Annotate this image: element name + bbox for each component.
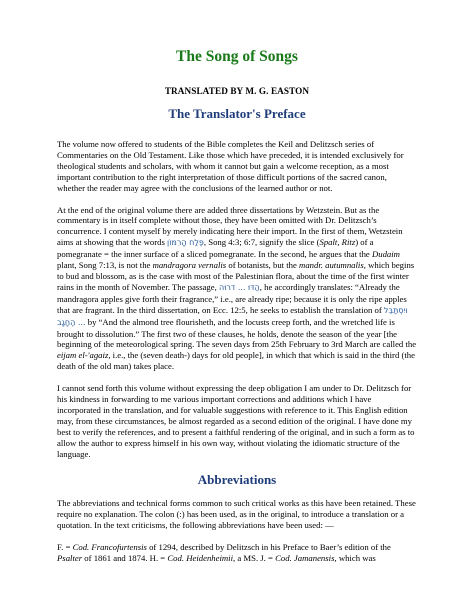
text-run: of 1294, described by Delitzsch in his Preface to Baer’s edition of the [146, 542, 391, 553]
text-run: by “And the almond tree flourisheth, and the locusts creep forth, and the wretched life is brought to dissolution.” The first two of these clauses, he holds, denote the season of the year [the beginning of the meteorological spring. The seven days from 25th February to 3rd March are called the [57, 316, 417, 350]
hebrew-phrase: פֶּלַח הָרִמּוֹן [167, 238, 204, 248]
text-run: ) of a pomegranate = the inner surface of a sliced pomegranate. In the second, he argues that the [57, 237, 374, 260]
italic-term: Psalter [57, 553, 83, 564]
text-run: of 1861 and 1874. H. = [82, 553, 168, 564]
text-run: , which begins to bud and blossom, as is the case with most of the Palestinian flora, about the time of the first winter rains in the month of November. The passage, [57, 260, 415, 292]
hebrew-phrase: ויִסְתַּבֵּל ... הֶחָגָב [57, 305, 408, 327]
text-run: At the end of the original volume there are added three dissertations by Wetzstein. But as the commentary is in itself complete without those, they have been omitted with Dr. Delitzsch’s concurrence. I content myself by merely indicating here their import. In the first of them, Wetzstein aims at showing that the words [57, 204, 403, 248]
preface-paragraph-1: The volume now offered to students of the Bible completes the Keil and Delitzsch series of Commentaries on the Old Testament. Like those which have preceded, it is intended exclusively for theological students and scholars, with whom it cannot but gain a welcome reception, as a most important contribution to the right interpretation of those difficult portions of the sacred canon, whether the reader may agree with the conclusions of the learned author or not. [57, 139, 404, 193]
text-run: , i.e., the (seven death-) days for old people], in which that which is said in the third (the death of the old man) takes place. [57, 350, 415, 372]
text-run: , a MS. J. = [233, 553, 276, 564]
text-run: plant, Song 7:13, is not the [57, 260, 153, 271]
text-run: , Song 4:3; 6:7, signify the slice ( [203, 237, 320, 248]
italic-term: eijam el-'agaiz [57, 350, 109, 361]
italic-term: Spalt, Ritz [319, 237, 356, 248]
italic-term: Dudaim [371, 249, 400, 260]
text-run: , he accordingly translates: “Already the mandragora apples give forth their fragrance,” i.e., are already ripe; because it is only the ripe apples that are fragrant. In the third dissertation, on Ecc. 12:5, he seeks to establish the translation of [57, 281, 407, 315]
abbreviations-heading: Abbreviations [197, 472, 277, 488]
abbreviations-paragraph-2 [57, 542, 417, 564]
text-run: of botanists, but the [226, 260, 300, 271]
italic-term: Cod. Jamanensis [275, 553, 335, 564]
hebrew-phrase: הַדּוּ ... דרוּה [218, 282, 260, 292]
preface-paragraph-3: I cannot send forth this volume without expressing the deep obligation I am under to Dr. Delitzsch for his kindness in forwarding to me various important corrections and additions which I have incorporated in the translation, and for valuable suggestions with reference to it. This English edition may, from these circumstances, be almost regarded as a second edition of the original. I have done my best to verify the references, and to present a faithful rendering of the original, and in such a form as to allow the author to express himself in his own way, without violating the idiomatic structure of the language. [57, 383, 415, 459]
abbreviations-paragraph-1: The abbreviations and technical forms common to such critical works as this have been retained. These require no explanation. The colon (:) has been used, as in the original, to introduce a translation or a quotation. In the text criticisms, the following abbreviations have been used: — [57, 498, 416, 531]
preface-heading: The Translator's Preface [168, 106, 306, 121]
italic-term: Cod. Heidenheimii [167, 553, 234, 564]
translator-byline: TRANSLATED BY M. G. EASTON [164, 86, 310, 96]
text-run: F. = [57, 542, 73, 553]
document-title: The Song of Songs [176, 48, 298, 65]
text-run: , which was [334, 553, 376, 564]
italic-term: mandragora vernalis [152, 260, 227, 271]
italic-term: mandr. autumnalis [299, 260, 364, 271]
italic-term: Cod. Francofurtensis [72, 542, 147, 553]
preface-paragraph-2 [57, 205, 417, 373]
